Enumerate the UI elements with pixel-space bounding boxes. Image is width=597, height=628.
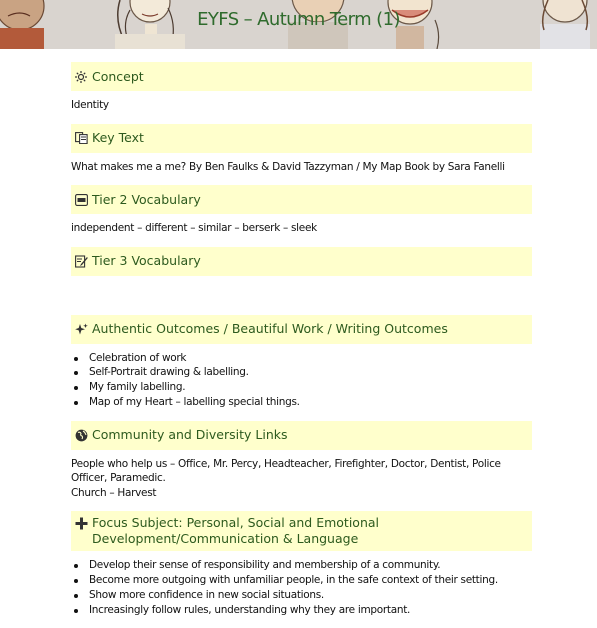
outcomes-list [71, 351, 532, 410]
tier2-text: independent – different – similar – berserk – sleek [71, 222, 317, 234]
section-header-community [71, 421, 532, 450]
list-item: Develop their sense of responsibility and membership of a community. [71, 558, 532, 573]
page-title: EYFS – Autumn Term (1) [197, 9, 400, 30]
sparkles-icon [73, 321, 89, 337]
plus-icon [73, 515, 89, 531]
globe-icon [73, 427, 89, 443]
concept-text: Identity [71, 99, 109, 111]
list-item: Increasingly follow rules, understanding why they are important. [71, 603, 532, 618]
section-header-outcomes [71, 315, 532, 344]
section-title: Focus Subject: Personal, Social and Emotional Development/Communication & Language [92, 515, 379, 547]
abc-icon [73, 192, 89, 208]
sun-gear-icon [73, 69, 89, 85]
section-header-focus [71, 511, 532, 551]
key-text-text: What makes me a me? By Ben Faulks & David Tazzyman / My Map Book by Sara Fanelli [71, 160, 505, 173]
section-header-key-text [71, 124, 532, 153]
list-item: Map of my Heart – labelling special things. [71, 395, 532, 410]
banner [0, 0, 597, 49]
section-header-concept [71, 62, 532, 91]
section-header-tier3 [71, 247, 532, 276]
section-title: Community and Diversity Links [92, 427, 288, 443]
tier3-empty-space [71, 283, 532, 315]
list-item: Become more outgoing with unfamiliar people, in the safe context of their setting. [71, 573, 532, 588]
community-text [71, 457, 532, 501]
book-icon [73, 130, 89, 146]
section-title: Tier 3 Vocabulary [92, 253, 201, 268]
list-item: Self-Portrait drawing & labelling. [71, 365, 532, 380]
section-title: Authentic Outcomes / Beautiful Work / Writing Outcomes [92, 321, 448, 336]
section-title: Tier 2 Vocabulary [92, 191, 201, 207]
list-item: Celebration of work [71, 351, 532, 366]
list-item: Show more confidence in new social situations. [71, 588, 532, 603]
section-title: Concept [92, 68, 144, 84]
focus-list [71, 558, 532, 617]
content [71, 62, 532, 628]
community-line: People who help us – Office, Mr. Percy, Headteacher, Firefighter, Doctor, Dentist, Police Officer, Paramedic. [71, 457, 501, 485]
section-header-tier2 [71, 185, 532, 214]
pencil-note-icon [73, 253, 89, 269]
list-item: My family labelling. [71, 380, 532, 395]
community-line: Church – Harvest [71, 486, 157, 499]
section-title: Key Text [92, 130, 144, 145]
